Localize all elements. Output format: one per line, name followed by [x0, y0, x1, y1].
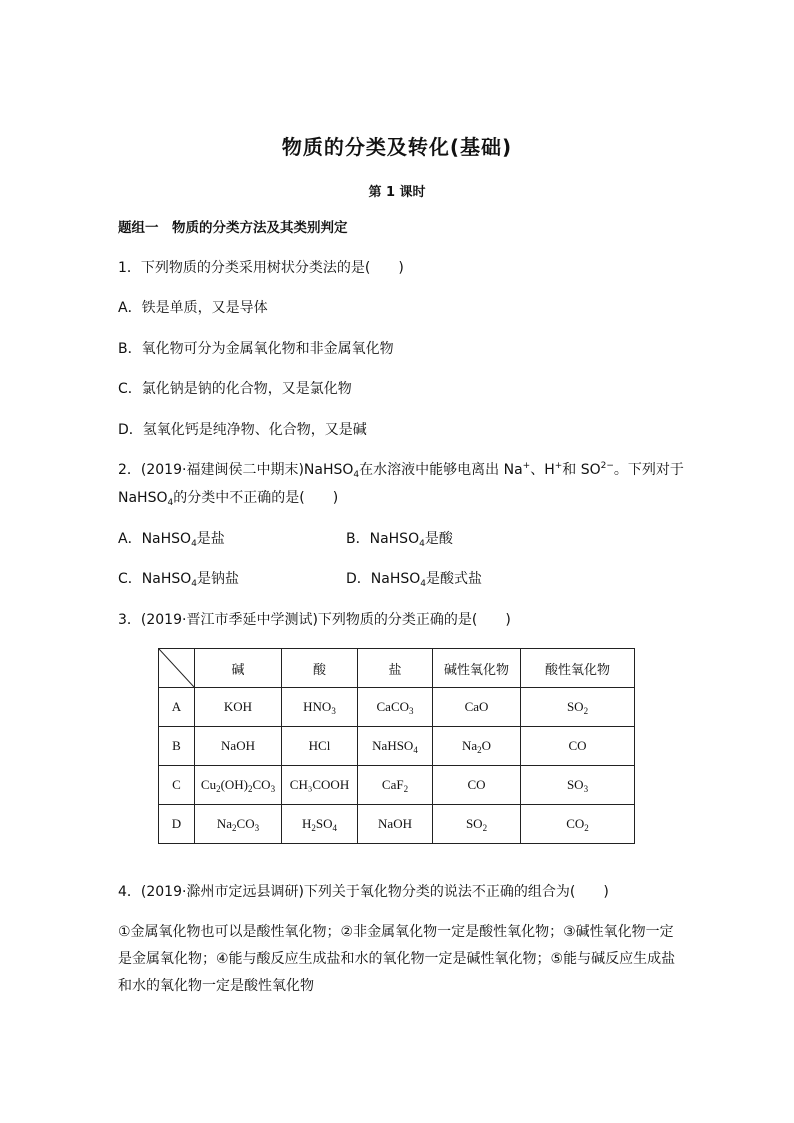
table-cell: NaOH — [195, 727, 282, 766]
table-cell: $CO_2$ — [521, 805, 635, 844]
table-cell: $SO_2$ — [433, 805, 521, 844]
table-cell: HCl — [282, 727, 358, 766]
classification-table — [158, 648, 635, 844]
q2-option-d: D．NaHSO$_4$是酸式盐 — [346, 571, 482, 589]
q4-statement-line2: 是金属氧化物；④能与酸反应生成盐和水的氧化物一定是碱性氧化物；⑤能与碱反应生成盐 — [118, 951, 676, 967]
table-cell: $H_2SO_4$ — [282, 805, 358, 844]
table-header-row — [159, 649, 635, 688]
q4-statement-line1: ①金属氧化物也可以是酸性氧化物；②非金属氧化物一定是酸性氧化物；③碱性氧化物一定 — [118, 924, 674, 940]
q1-stem: 1．下列物质的分类采用树状分类法的是( ) — [118, 260, 404, 276]
q1-option-a: A．铁是单质，又是导体 — [118, 300, 268, 316]
table-row — [159, 766, 635, 805]
q2-option-c: C．NaHSO$_4$是钠盐 — [118, 571, 239, 589]
q2-option-b: B．NaHSO$_4$是酸 — [346, 531, 453, 549]
header-acidic-oxide: 酸性氧化物 — [521, 649, 635, 688]
row-label: A — [159, 688, 195, 727]
table-cell: KOH — [195, 688, 282, 727]
header-salt: 盐 — [358, 649, 433, 688]
lesson-subtitle: 第 1 课时 — [368, 185, 426, 200]
row-label: C — [159, 766, 195, 805]
table-row — [159, 805, 635, 844]
table-row — [159, 688, 635, 727]
table-cell: $SO_3$ — [521, 766, 635, 805]
table-cell: $Na_2O$ — [433, 727, 521, 766]
table-cell: $Cu_2(OH)_2CO_3$ — [195, 766, 282, 805]
table-cell: NaOH — [358, 805, 433, 844]
page-title: 物质的分类及转化(基础) — [281, 135, 513, 159]
diagonal-header-cell — [159, 649, 195, 688]
header-basic-oxide: 碱性氧化物 — [433, 649, 521, 688]
q3-stem: 3．(2019·晋江市季延中学测试)下列物质的分类正确的是( ) — [118, 612, 511, 628]
row-label: D — [159, 805, 195, 844]
table-cell: CaF$_2$ — [358, 766, 433, 805]
table-cell: NaHSO$_4$ — [358, 727, 433, 766]
q1-option-d: D．氢氧化钙是纯净物、化合物，又是碱 — [118, 422, 367, 438]
row-label: B — [159, 727, 195, 766]
table-cell: CaO — [433, 688, 521, 727]
table-cell: CO — [521, 727, 635, 766]
q2-stem: 2．(2019·福建闽侯二中期末)NaHSO$_4$在水溶液中能够电离出 Na+、H+和 $SO^{2-}$。下列对于 — [118, 461, 684, 480]
table-cell: CO — [433, 766, 521, 805]
q1-option-b: B．氧化物可分为金属氧化物和非金属氧化物 — [118, 341, 394, 357]
q4-statement-line3: 和水的氧化物一定是酸性氧化物 — [118, 978, 314, 994]
table-row — [159, 727, 635, 766]
header-acid: 酸 — [282, 649, 358, 688]
q2-stem-line2: NaHSO$_4$的分类中不正确的是( ) — [118, 490, 339, 508]
table-cell: CH₃COOH — [282, 766, 358, 805]
table-cell: $Na_2CO_3$ — [195, 805, 282, 844]
table-cell: CaCO$_3$ — [358, 688, 433, 727]
q4-stem: 4．(2019·滁州市定远县调研)下列关于氧化物分类的说法不正确的组合为( ) — [118, 884, 609, 900]
table-cell: $SO_2$ — [521, 688, 635, 727]
table-cell: $HNO_3$ — [282, 688, 358, 727]
question-group-heading: 题组一 物质的分类方法及其类别判定 — [118, 220, 348, 236]
header-base: 碱 — [195, 649, 282, 688]
q1-option-c: C．氯化钠是钠的化合物，又是氯化物 — [118, 381, 352, 397]
q2-option-a: A．NaHSO$_4$是盐 — [118, 531, 225, 549]
